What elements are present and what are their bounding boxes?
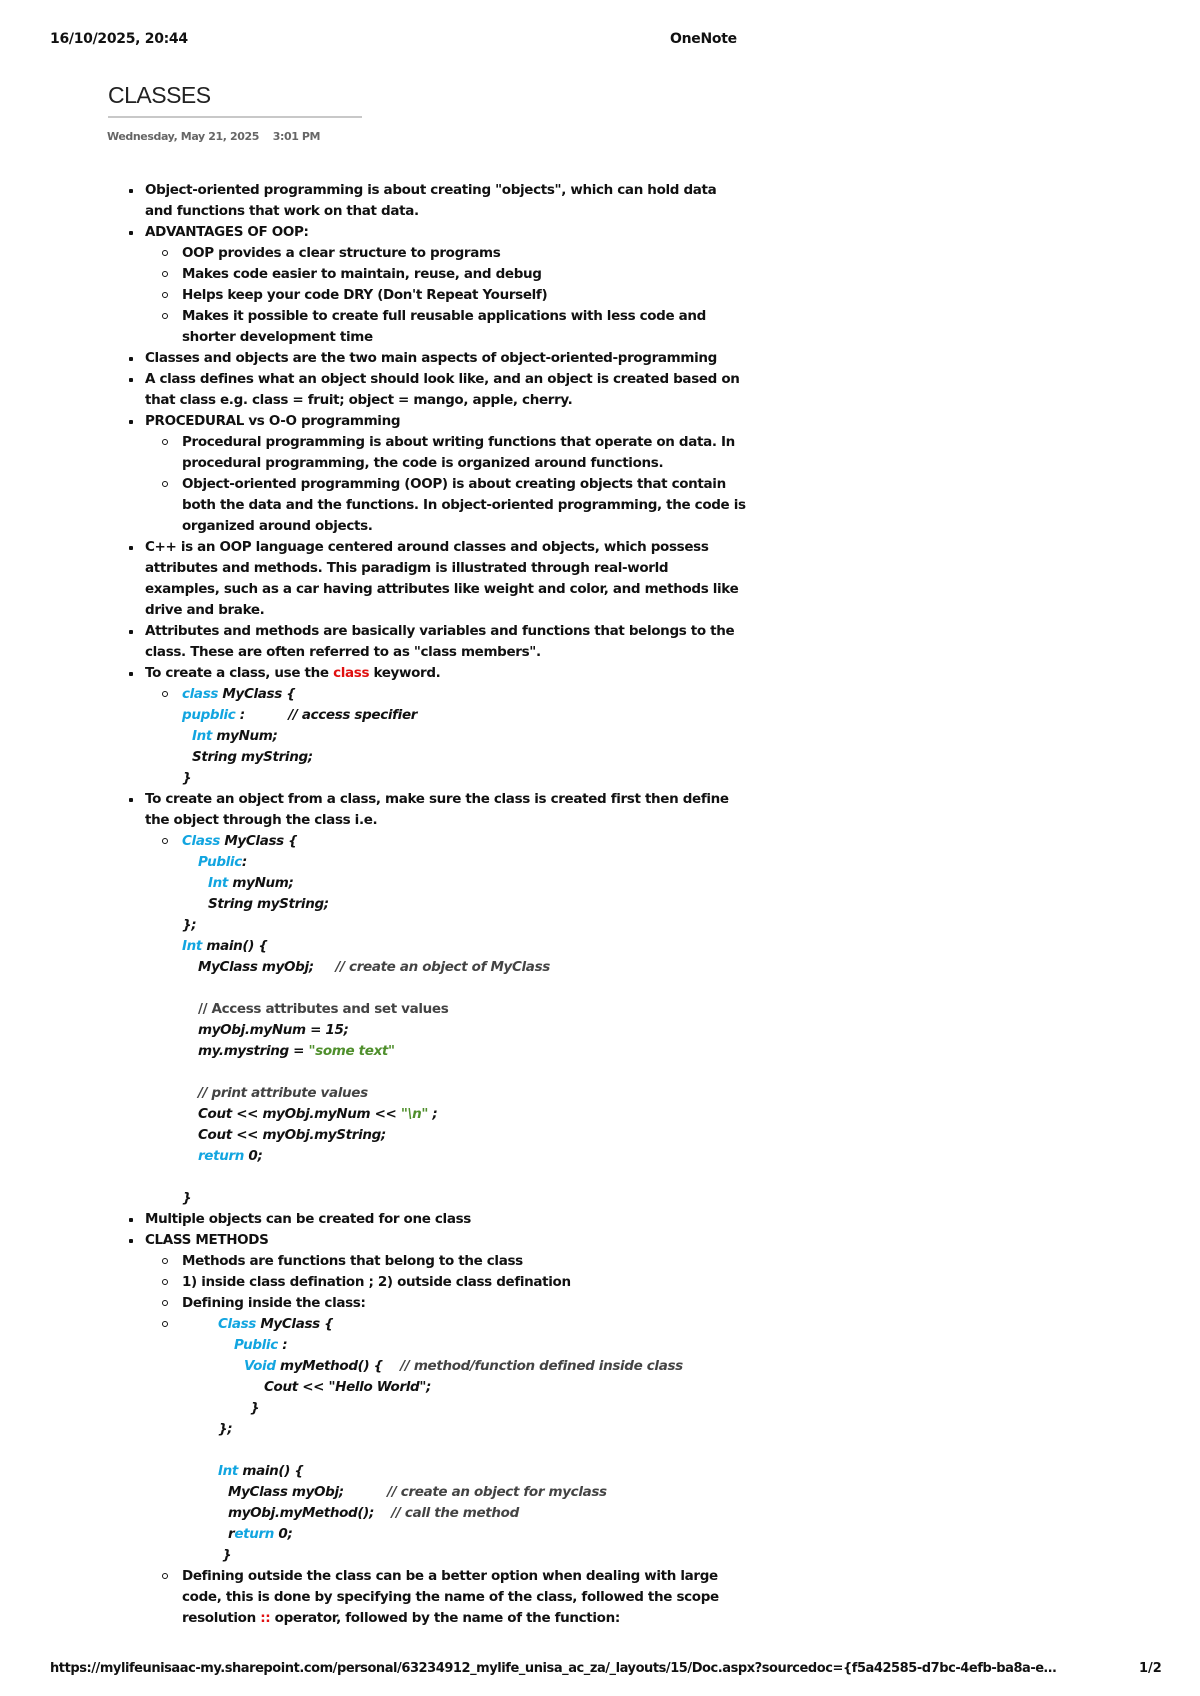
sub-list-item: Object-oriented programming (OOP) is about creating objects that contain both the data and the functions. In object-oriented programming, the code is organized around objects. (126, 474, 746, 537)
list-item-procedural-vs-oo: PROCEDURAL vs O-O programming (126, 411, 746, 432)
code-snippet-object: Class MyClass { Public: Int myNum; String myString; }; Int main() { MyClass myObj; // create an object of MyClass // Access attributes and set values myObj.myNum = 15; my.mystring = "some text" // print attribute values Cout << myObj.myNum << "\n" ; Cout << myObj.myString; return 0; } (126, 831, 746, 1209)
page-time: 3:01 PM (272, 130, 321, 143)
list-item: To create an object from a class, make sure the class is created first then define the object through the class i.e. (126, 789, 746, 831)
note-body (126, 180, 746, 1629)
list-item: Attributes and methods are basically variables and functions that belongs to the class. These are often referred to as "class members". (126, 621, 746, 663)
sub-list-item: Helps keep your code DRY (Don't Repeat Yourself) (126, 285, 746, 306)
code-snippet-class: class MyClass { pupblic : // access specifier Int myNum; String myString; } (126, 684, 746, 789)
bullet-list (126, 180, 746, 1629)
sub-list-item: Defining inside the class: (126, 1293, 746, 1314)
sub-list-item: Makes it possible to create full reusable applications with less code and shorter development time (126, 306, 746, 348)
page-date: Wednesday, May 21, 2025 (107, 130, 259, 143)
list-item-class-methods: CLASS METHODS (126, 1230, 746, 1251)
list-item: Object-oriented programming is about creating "objects", which can hold data and functions that work on that data. (126, 180, 746, 222)
sub-list-item: Methods are functions that belong to the class (126, 1251, 746, 1272)
print-date-time: 16/10/2025, 20:44 (50, 31, 188, 47)
list-item: C++ is an OOP language centered around classes and objects, which possess attributes and methods. This paradigm is illustrated through real-world examples, such as a car having attributes like weight and color, and methods like drive and brake. (126, 537, 746, 621)
sub-list-item: Defining outside the class can be a better option when dealing with large code, this is done by specifying the name of the class, followed the scope resolution :: operator, followed by the name of the function: (126, 1566, 746, 1629)
list-item-advantages: ADVANTAGES OF OOP: (126, 222, 746, 243)
title-underline (108, 116, 362, 118)
list-item: A class defines what an object should look like, and an object is created based on that class e.g. class = fruit; object = mango, apple, cherry. (126, 369, 746, 411)
sub-list-item: OOP provides a clear structure to programs (126, 243, 746, 264)
page-title: CLASSES (108, 82, 211, 108)
list-item: Multiple objects can be created for one class (126, 1209, 746, 1230)
sub-list-item: Procedural programming is about writing functions that operate on data. In procedural programming, the code is organized around functions. (126, 432, 746, 474)
sub-list-item: 1) inside class defination ; 2) outside class defination (126, 1272, 746, 1293)
app-name: OneNote (670, 31, 737, 47)
list-item: To create a class, use the class keyword. (126, 663, 746, 684)
code-snippet-method: Class MyClass { Public : Void myMethod() { // method/function defined inside class Cout << "Hello World"; } }; Int main() { MyClass myObj; // create an object for myclass myObj.myMethod(); // call the method return 0; } (126, 1314, 746, 1566)
source-url[interactable]: https://mylifeunisaac-my.sharepoint.com/personal/63234912_mylife_unisa_ac_za/_layouts/15/Doc.aspx?sourcedoc={f5a42585-d7bc-4efb-ba8a-e… (50, 1661, 1057, 1676)
sub-list-item: Makes code easier to maintain, reuse, and debug (126, 264, 746, 285)
page-date-time (107, 130, 320, 143)
list-item: Classes and objects are the two main aspects of object-oriented-programming (126, 348, 746, 369)
page-number: 1/2 (1139, 1661, 1162, 1676)
